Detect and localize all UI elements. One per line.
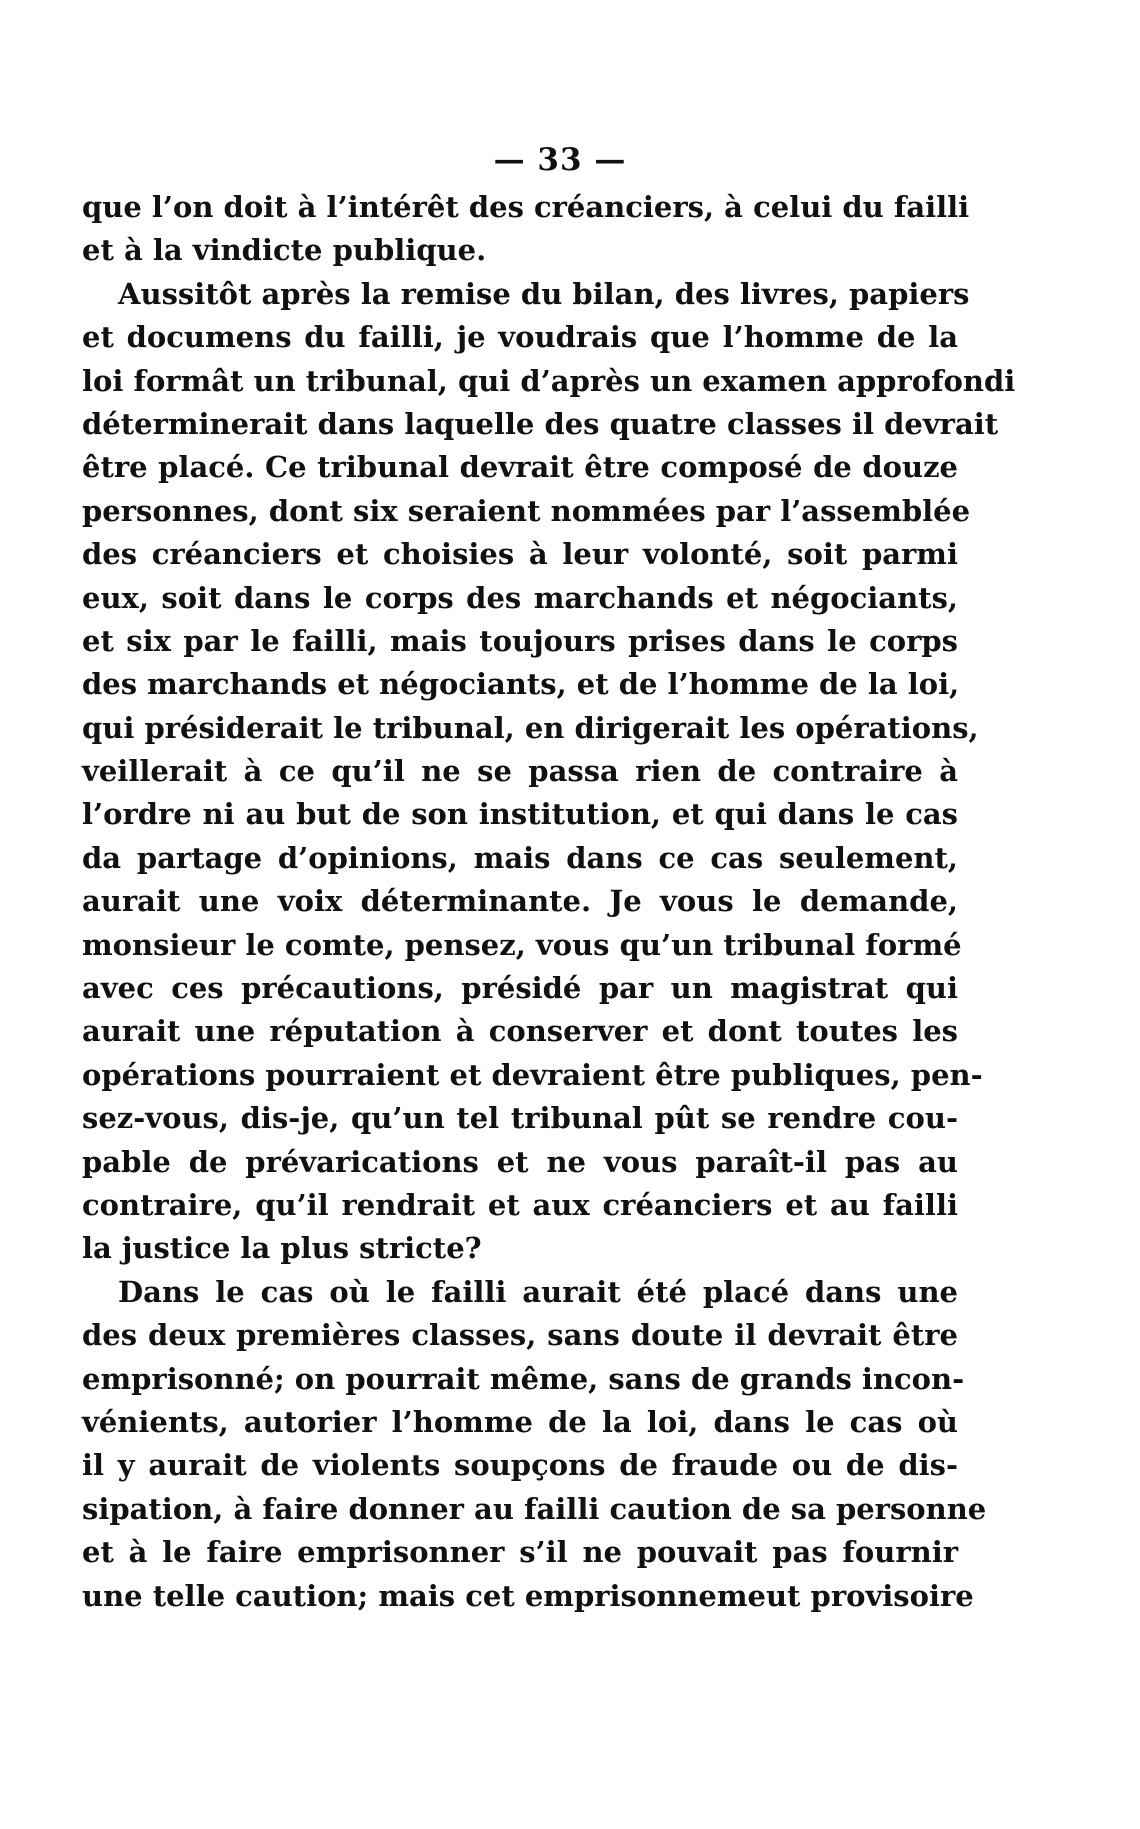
text-line: aurait une réputation à conserver et dont toutes les xyxy=(82,1014,958,1049)
text-line: contraire, qu’il rendrait et aux créanciers et au failli xyxy=(82,1187,958,1222)
text-line: da partage d’opinions, mais dans ce cas seulement, xyxy=(82,840,958,875)
text-line: veillerait à ce qu’il ne se passa rien de contraire à xyxy=(82,754,958,789)
text-line: qui présiderait le tribunal, en dirigerait les opérations, xyxy=(82,710,979,745)
text-line: eux, soit dans le corps des marchands et négociants, xyxy=(82,580,958,615)
text-line: déterminerait dans laquelle des quatre classes il devrait xyxy=(82,406,999,441)
text-line: une telle caution; mais cet emprisonnemeut provisoire xyxy=(82,1578,974,1613)
text-line: et six par le failli, mais toujours prises dans le corps xyxy=(82,623,958,658)
text-line: que l’on doit à l’intérêt des créanciers, à celui du failli xyxy=(82,190,970,224)
text-line: personnes, dont six seraient nommées par l’assemblée xyxy=(82,493,971,528)
text-line: vénients, autorier l’homme de la loi, dans le cas où xyxy=(82,1404,958,1439)
text-line: et à la vindicte publique. xyxy=(82,233,487,268)
text-line: loi formât un tribunal, qui d’après un examen approfondi xyxy=(82,363,1016,398)
text-line: Aussitôt après la remise du bilan, des livres, papiers xyxy=(118,276,970,311)
text-line: des créanciers et choisies à leur volonté, soit parmi xyxy=(82,537,958,572)
text-line: l’ordre ni au but de son institution, et qui dans le cas xyxy=(82,797,958,832)
text-line: aurait une voix déterminante. Je vous le demande, xyxy=(82,884,958,919)
text-line: sez-vous, dis-je, qu’un tel tribunal pût se rendre cou- xyxy=(82,1101,958,1136)
text-line: opérations pourraient et devraient être publiques, pen- xyxy=(82,1057,983,1092)
body-text xyxy=(82,186,1016,1618)
text-line: des deux premières classes, sans doute il devrait être xyxy=(82,1318,958,1353)
text-line: Dans le cas où le failli aurait été placé dans une xyxy=(118,1274,958,1309)
text-line: et à le faire emprisonner s’il ne pouvait pas fournir xyxy=(82,1535,958,1570)
text-line: et documens du failli, je voudrais que l’homme de la xyxy=(82,320,958,355)
text-line: pable de prévarications et ne vous paraît-il pas au xyxy=(82,1144,958,1179)
text-line: emprisonné; on pourrait même, sans de grands incon- xyxy=(82,1361,965,1396)
text-line: monsieur le comte, pensez, vous qu’un tribunal formé xyxy=(82,927,962,962)
page-number: — 33 — xyxy=(493,142,627,178)
text-line: sipation, à faire donner au failli caution de sa personne xyxy=(82,1491,987,1526)
text-line: avec ces précautions, présidé par un magistrat qui xyxy=(82,971,958,1006)
text-line: il y aurait de violents soupçons de fraude ou de dis- xyxy=(82,1448,958,1483)
text-line: être placé. Ce tribunal devrait être composé de douze xyxy=(82,450,958,485)
text-line: des marchands et négociants, et de l’homme de la loi, xyxy=(82,667,960,702)
text-line: la justice la plus stricte? xyxy=(82,1231,482,1266)
